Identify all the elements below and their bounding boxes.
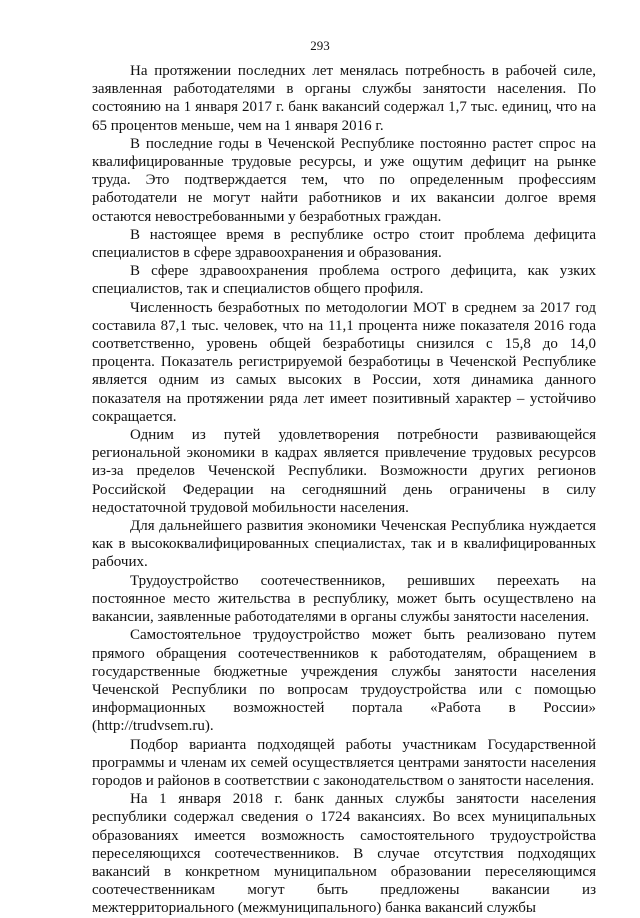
- paragraph-specialist-shortage: В настоящее время в республике остро стоит проблема дефицита специалистов в сфере здравоохранения и образования.: [92, 226, 596, 262]
- paragraph-healthcare: В сфере здравоохранения проблема острого дефицита, как узких специалистов, так и специалистов общего профиля.: [92, 263, 596, 298]
- paragraph-labor-attraction: Одним из путей удовлетворения потребности развивающейся региональной экономики в кадрах является привлечение трудовых ресурсов из-за пределов Чеченской Республики. Возможности других регионов Российской Федерации на сегодняшний день ограничены в силу недостаточной трудовой мобильности населения.: [92, 427, 596, 516]
- paragraph-job-matching: Подбор варианта подходящей работы участникам Государственной программы и членам их семей осуществляется центрами занятости населения городов и районов в соответствии с законодательством о занятости населения.: [92, 736, 596, 789]
- paragraph-vacancy-bank: На 1 января 2018 г. банк данных службы занятости населения республики содержал сведения о 1724 вакансиях. Во всех муниципальных образованиях имеется возможность самостоятельного трудоустройства переселяющихся соотечественников. В случае отсутствия подходящих вакансий в конкретном муниципальном образовании переселяющимся соотечественникам могут быть предложены вакансии из межтерриториального (межмуниципального) банка вакансий службы: [92, 791, 596, 917]
- body-text: [92, 62, 596, 918]
- page-number: 293: [310, 38, 330, 53]
- paragraph-unemployment: Численность безработных по методологии МОТ в среднем за 2017 год составила 87,1 тыс. человек, что на 11,1 процента ниже показателя 2016 года соответственно, уровень общей безработицы снизился с 15,8 до 14,0 процента. Показатель регистрируемой безработицы в Чеченской Республике является одним из самых высоких в России, хотя динамика данного показателя на протяжении ряда лет имеет позитивный характер – устойчиво сокращается.: [92, 299, 596, 425]
- paragraph-qualified-resources: В последние годы в Чеченской Республике постоянно растет спрос на квалифицированные трудовые ресурсы, и уже ощутим дефицит на рынке труда. Это подтверждается тем, что по определенным профессиям работодатели не могут найти работников и их вакансии долгое время остаются невостребованными у безработных граждан.: [92, 135, 596, 225]
- paragraph-labor-demand: На протяжении последних лет менялась потребность в рабочей силе, заявленная работодателями в органы службы занятости населения. По состоянию на 1 января 2017 г. банк вакансий содержал 1,7 тыс. единиц, что на 65 процентов меньше, чем на 1 января 2016 г.: [92, 63, 596, 134]
- paragraph-economy-needs: Для дальнейшего развития экономики Чеченская Республика нуждается как в высококвалифицированных специалистах, так и в квалифицированных рабочих.: [92, 518, 596, 571]
- paragraph-compatriots-employment: Трудоустройство соотечественников, решивших переехать на постоянное место жительства в республику, может быть осуществлено на вакансии, заявленные работодателями в органы службы занятости населения.: [92, 572, 596, 626]
- paragraph-self-employment: Самостоятельное трудоустройство может быть реализовано путем прямого обращения соотечественников к работодателям, обращением в государственные бюджетные учреждения службы занятости населения Чеченской Республики по вопросам трудоустройства или с помощью информационных возможностей портала «Работа в России» (http://trudvsem.ru).: [92, 627, 596, 735]
